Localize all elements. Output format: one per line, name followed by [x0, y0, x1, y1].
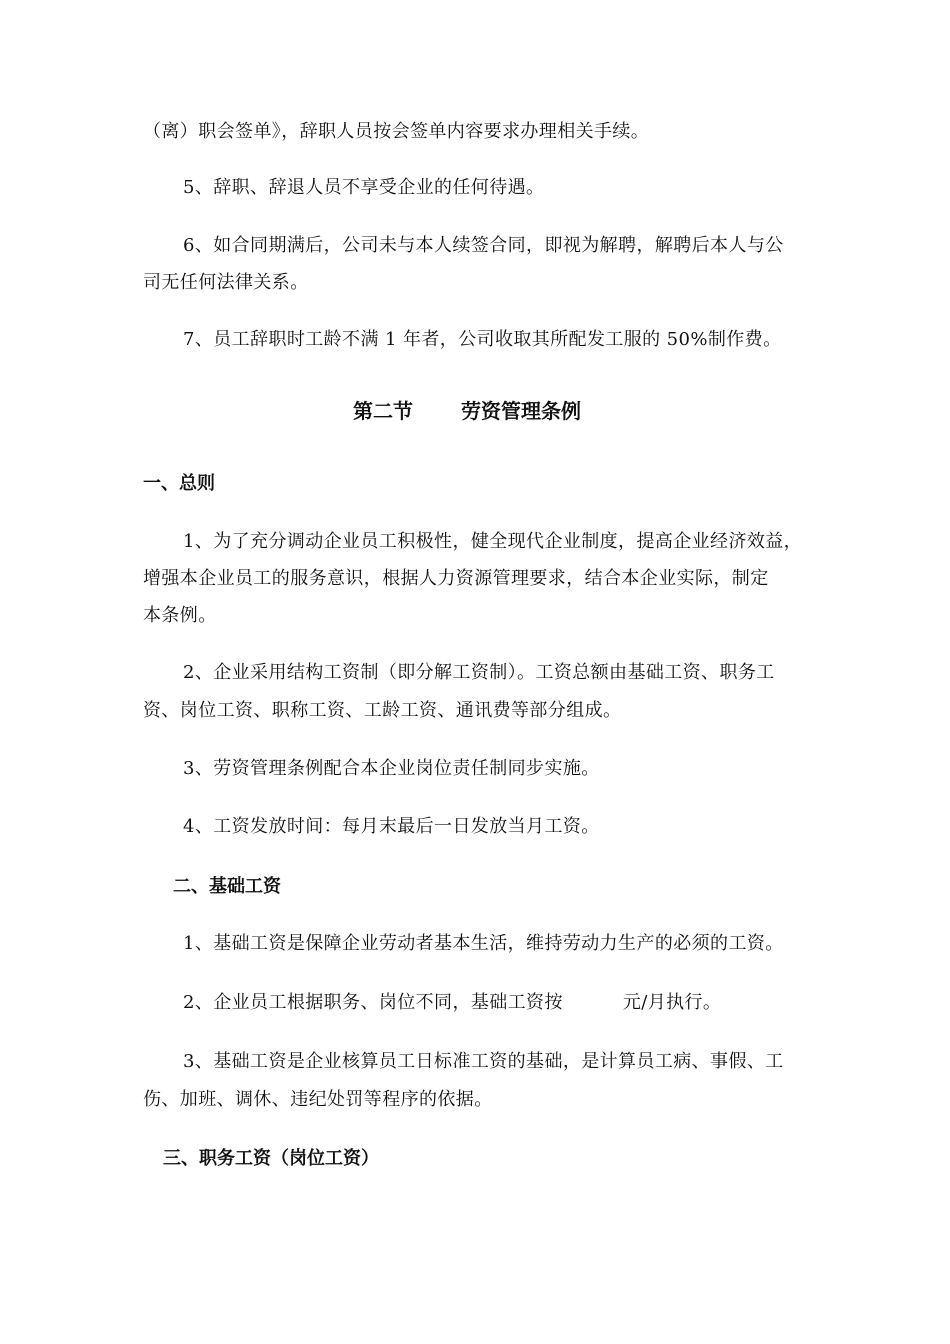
part-heading: 一、总则: [143, 473, 215, 494]
paragraph-line: （离）职会签单》，辞职人员按会签单内容要求办理相关手续。: [143, 121, 650, 142]
paragraph-line: 6、如合同期满后，公司未与本人续签合同，即视为解聘，解聘后本人与公: [183, 235, 784, 256]
paragraph-line: 3、基础工资是企业核算员工日标准工资的基础，是计算员工病、事假、工: [183, 1051, 784, 1072]
paragraph-line: [183, 992, 721, 1014]
part-heading: 二、基础工资: [173, 876, 281, 897]
paragraph-line: 资、岗位工资、职称工资、工龄工资、通讯费等部分组成。: [143, 700, 622, 721]
paragraph-line: 3、劳资管理条例配合本企业岗位责任制同步实施。: [183, 758, 600, 779]
text-segment: 元/月执行。: [622, 992, 722, 1013]
section-number: 第二节: [353, 399, 413, 423]
paragraph-line: 增强本企业员工的服务意识，根据人力资源管理要求，结合本企业实际，制定: [143, 568, 769, 589]
text-segment: 2、企业员工根据职务、岗位不同，基础工资按: [183, 992, 563, 1013]
part-heading: 三、职务工资（岗位工资）: [163, 1148, 379, 1169]
paragraph-line: 1、为了充分调动企业员工积极性，健全现代企业制度，提高企业经济效益，: [183, 531, 803, 552]
paragraph-line: 本条例。: [143, 605, 217, 626]
paragraph-line: 2、企业采用结构工资制（即分解工资制）。工资总额由基础工资、职务工: [183, 662, 775, 683]
paragraph-line: 1、基础工资是保障企业劳动者基本生活，维持劳动力生产的必须的工资。: [183, 933, 784, 954]
paragraph-line: 5、辞职、辞退人员不享受企业的任何待遇。: [183, 177, 545, 198]
paragraph-line: 7、员工辞职时工龄不满 1 年者，公司收取其所配发工服的 50%制作费。: [183, 329, 782, 350]
section-title: [353, 399, 581, 423]
paragraph-line: 4、工资发放时间：每月末最后一日发放当月工资。: [183, 816, 600, 837]
section-name: 劳资管理条例: [461, 399, 581, 423]
paragraph-line: 伤、加班、调休、违纪处罚等程序的依据。: [143, 1089, 493, 1110]
paragraph-line: 司无任何法律关系。: [143, 272, 309, 293]
